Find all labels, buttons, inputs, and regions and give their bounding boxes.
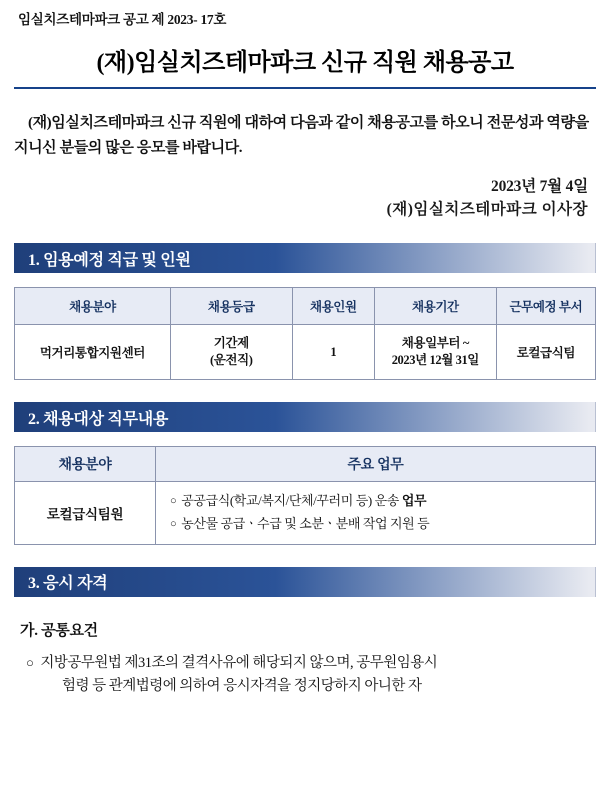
section-1-label: 1. 임용예정 직급 및 인원	[28, 251, 191, 269]
cell-period-line1: 채용일부터 ~	[401, 336, 469, 351]
qualification-subheading: 가. 공통요건	[20, 622, 98, 639]
announcement-number: 임실치즈테마파크 공고 제 2023- 17호	[18, 12, 227, 27]
task-item	[170, 490, 585, 513]
cell-duty-field: 로컬급식팀원	[15, 482, 156, 545]
section-heading-3	[14, 567, 596, 597]
intro-paragraph: (재)임실치즈테마파크 신규 직원에 대하여 다음과 같이 채용공고를 하오니 전문성과 역량을 지니신 분들의 많은 응모를 바랍니다.	[14, 115, 589, 156]
qualification-item	[14, 652, 596, 698]
duties-table	[14, 446, 596, 545]
signature-name: (재)임실치즈테마파크 이사장	[386, 200, 588, 218]
cell-grade-line2: (운전직)	[209, 353, 253, 367]
cell-grade	[170, 325, 292, 380]
bullet-icon: ○	[169, 517, 177, 530]
section-2-label: 2. 채용대상 직무내용	[28, 410, 169, 428]
qualification-line-2: 험령 등 관계법령에 의하여 응시자격을 정지당하지 아니한 자	[62, 677, 422, 694]
table-header-row	[15, 447, 596, 482]
cell-count: 1	[292, 325, 374, 380]
cell-grade-line1: 기간제	[213, 336, 249, 351]
task-text-strong: 업무	[401, 493, 427, 508]
positions-table	[14, 287, 596, 380]
cell-period	[374, 325, 496, 380]
title-divider	[14, 87, 596, 89]
table-row	[15, 482, 596, 545]
cell-period-line2: 2023년 12월 31일	[391, 353, 479, 367]
table-row	[15, 325, 596, 380]
cell-field: 먹거리통합지원센터	[15, 325, 171, 380]
column-header-field: 채용분야	[15, 288, 171, 325]
bullet-icon: ○	[169, 495, 177, 507]
column-header-department: 근무예정 부서	[496, 288, 595, 325]
cell-duty-tasks	[155, 482, 595, 545]
column-header-period: 채용기간	[374, 288, 496, 325]
column-header-count: 채용인원	[292, 288, 374, 325]
task-item	[170, 513, 585, 536]
task-text: 농산물 공급ㆍ수급 및 소분ㆍ분배 작업 지원 등	[181, 515, 430, 531]
signature-block	[14, 175, 596, 222]
column-header-grade: 채용등급	[170, 288, 292, 325]
section-3-label: 3. 응시 자격	[28, 575, 108, 592]
page-title: (재)임실치즈테마파크 신규 직원 채용공고	[96, 50, 514, 76]
bullet-icon: ○	[26, 654, 34, 670]
task-text: 공공급식(학교/복지/단체/꾸러미 등) 운송	[181, 493, 402, 508]
table-header-row	[15, 288, 596, 325]
signature-date: 2023년 7월 4일	[491, 177, 588, 195]
column-header-duty-main: 주요 업무	[155, 447, 595, 482]
section-heading-2	[14, 402, 596, 432]
title-block	[14, 42, 596, 89]
cell-department: 로컬급식팀	[496, 325, 595, 380]
column-header-duty-field: 채용분야	[15, 447, 156, 482]
section-heading-1	[14, 243, 596, 273]
qualification-line-1: 지방공무원법 제31조의 결격사유에 해당되지 않으며, 공무원임용시	[40, 654, 438, 671]
